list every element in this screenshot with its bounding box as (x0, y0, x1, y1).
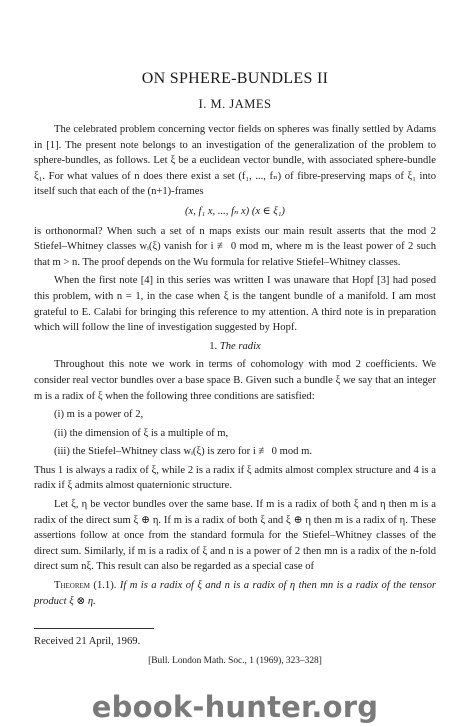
paper-title: ON SPHERE-BUNDLES II (141, 70, 329, 87)
watermark-text: ebook-hunter.org (91, 690, 379, 724)
paper-body (34, 122, 436, 612)
theorem-label: Theorem (1.1). (54, 580, 117, 592)
theorem-text: If m is a radix of ξ and n is a radix of η then mn is a radix of the tensor product ξ ⊗ η. (34, 580, 437, 607)
section-paragraph-2: Thus 1 is always a radix of ξ, while 2 is a radix if ξ admits almost complex structure and 4 is a radix if ξ admits almost quaternionic structure. (34, 464, 436, 492)
section-title: The radix (219, 340, 261, 352)
condition-item: (ii) the dimension of ξ is a multiple of m, (54, 427, 229, 439)
radix-conditions-list (34, 407, 436, 460)
theorem-statement (34, 578, 436, 609)
received-date: Received 21 April, 1969. (34, 636, 141, 647)
section-paragraph-1: Throughout this note we work in terms of cohomology with mod 2 coefficients. We consider real vector bundles over a base space B. Given such a bundle ξ we say that an integer m is a radix of ξ when the following three conditions are satisfied: (34, 359, 436, 402)
condition-item: (iii) the Stiefel–Whitney class wᵢ(ξ) is zero for i ≢ 0 mod m. (54, 446, 312, 458)
intro-paragraph-1a: The celebrated problem concerning vector fields on spheres was finally settled by Adams in [1]. The present note belongs to an investigation of the generalization of the problem to sphere-bundles, as follows. Let ξ be a euclidean vector bundle, with associated sphere-bundle ξ₁. For what values of n does there exist a set (f₁, ..., fₙ) of fibre-preserving maps of ξ₁ into itself such that each of the (n+1)-frames (34, 124, 436, 198)
condition-item: (i) m is a power of 2, (54, 409, 144, 421)
paper-author: I. M. JAMES (198, 97, 272, 111)
journal-citation: [Bull. London Math. Soc., 1 (1969), 323–328] (148, 656, 322, 666)
section-number: 1. (209, 340, 218, 352)
section-heading (34, 339, 436, 355)
display-equation: (x, f₁ x, ..., fₙ x) (x ∈ ξ₁) (185, 205, 285, 217)
footnote-rule (34, 628, 154, 629)
intro-paragraph-2: When the first note [4] in this series was written I was unaware that Hopf [3] had posed this problem, with n = 1, in the case when ξ is the tangent bundle of a manifold. I am most grateful to E. Calabi for bringing this reference to my attention. A third note is in preparation which will follow the line of investigation suggested by Hopf. (34, 275, 436, 334)
section-paragraph-3: Let ξ, η be vector bundles over the same base. If m is a radix of both ξ and η then m is a radix of the direct sum ξ ⊕ η. If m is a radix of both ξ and ξ ⊕ η then m is a radix of η. These assertions follow at once from the standard formula for the Stiefel–Whitney classes of the direct sum. Similarly, if m is a radix of ξ and n is a power of 2 then mn is a radix of the n-fold direct sum nξ. This result can also be regarded as a special case of (34, 499, 436, 573)
intro-paragraph-1b: is orthonormal? When such a set of n maps exists our main result asserts that the mod 2 Stiefel–Whitney classes wᵢ(ξ) vanish for i ≢ 0 mod m, where m is the least power of 2 such that m > n. The proof depends on the Wu formula for relative Stiefel–Whitney classes. (34, 225, 436, 268)
